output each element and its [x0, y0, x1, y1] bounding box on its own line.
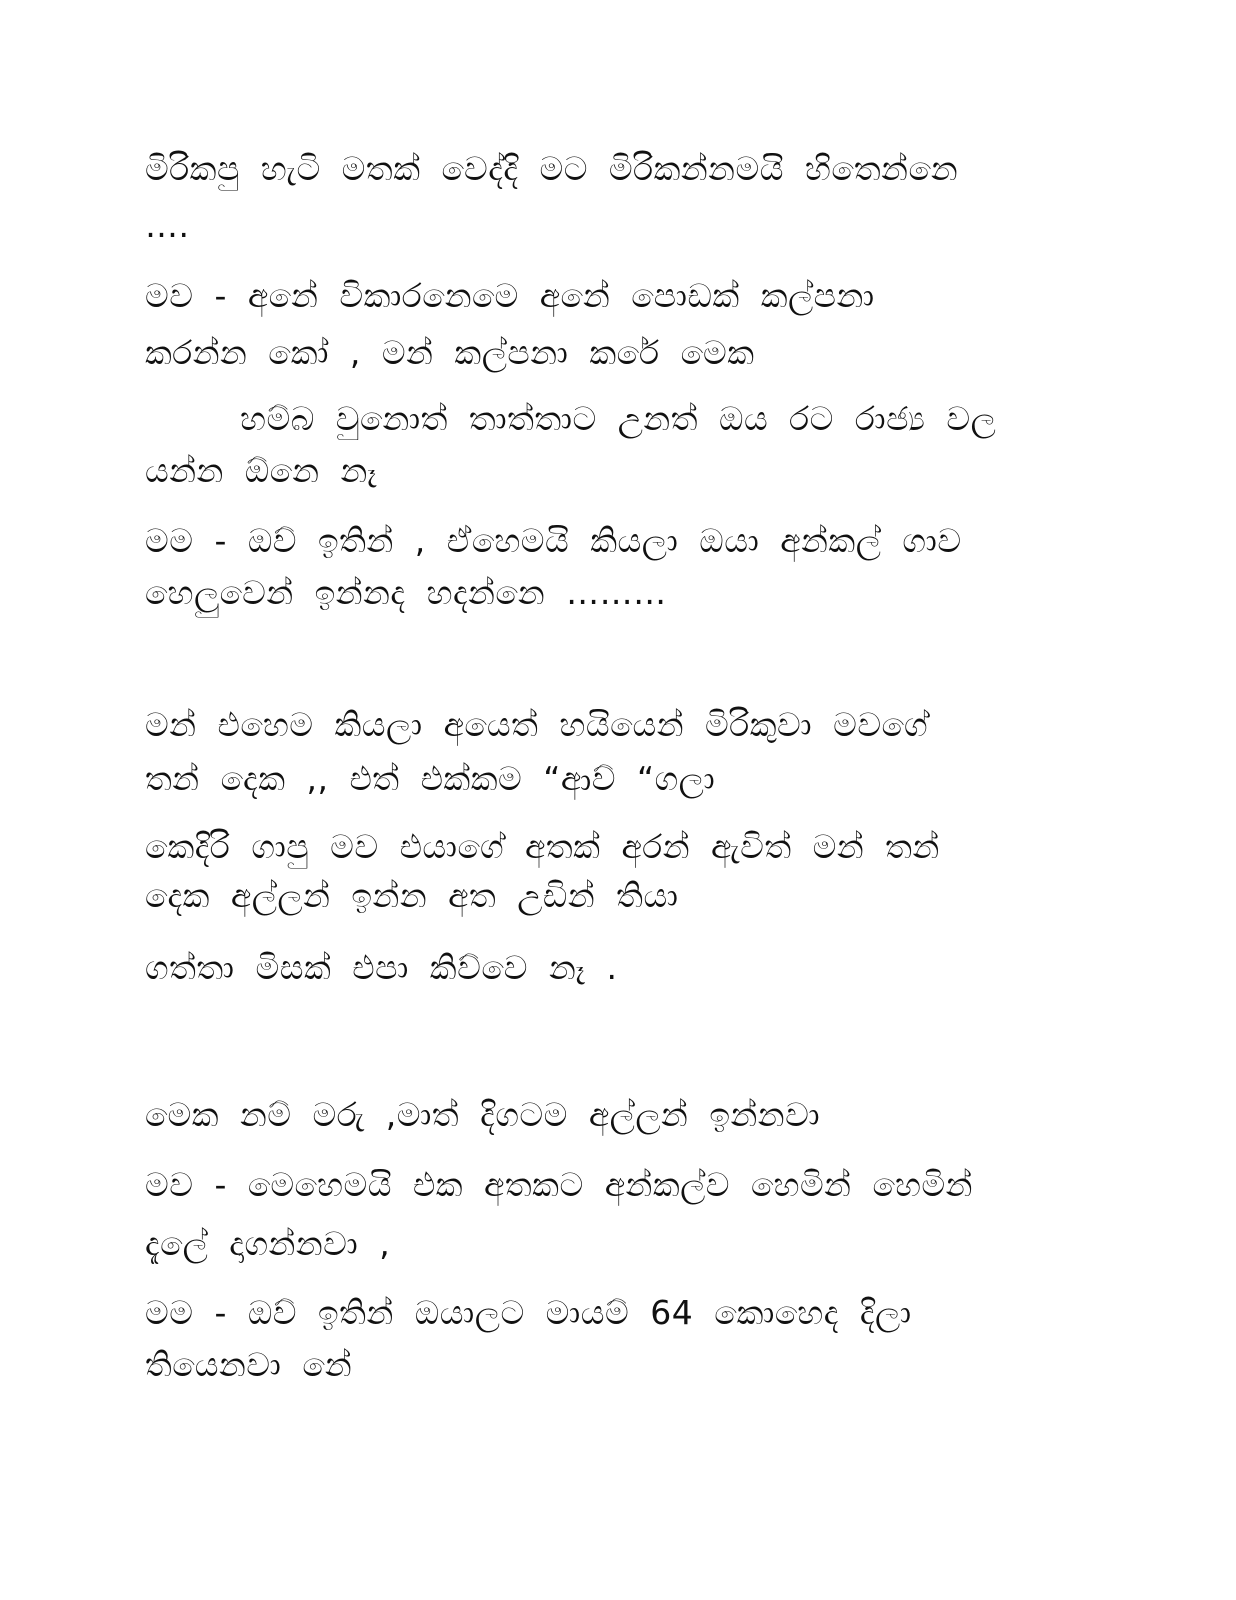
text-line: යන්න ඕනෙ නෑ — [145, 451, 378, 490]
text-line: කරන්න කෝ , මන් කල්පනා කරේ මෙක — [145, 333, 755, 372]
text-line: දෙක අල්ලන් ඉන්න අත උඩින් තියා — [145, 876, 679, 915]
text-line: තියෙනවා නේ — [145, 1345, 353, 1384]
text-line: මව - අනේ විකාරනෙමෙ අනේ පොඩක් කල්පනා — [145, 276, 875, 315]
text-line: ගත්තා මිසක් එපා කිව්වෙ නෑ . — [145, 948, 618, 987]
text-line: කෙදිරි ගාපු මව එයාගේ අතක් අරන් ඇවිත් මන් තන් — [145, 827, 940, 866]
text-line: තන් දෙක ,, එත් එක්කම “ආව් “ගලා — [145, 759, 716, 798]
text-line: මන් එහෙම කියලා අයෙත් හයියෙන් මිරිකුවා මවගේ — [145, 705, 929, 744]
text-line: මව - මෙහෙමයි එක අතකට අන්කල්ව හෙමින් හෙමින් — [145, 1165, 973, 1204]
text-line: මම - ඔව් ඉතින් , ඒහෙමයි කියලා ඔයා අන්කල් ගාව — [145, 521, 962, 560]
text-line: මෙක නම් මරු ,මාත් දිගටම අල්ලන් ඉන්නවා — [145, 1095, 821, 1134]
text-line: හෙලුවෙන් ඉන්නද හදන්නෙ ……… — [145, 573, 667, 612]
text-line: දැලේ දාගන්නවා , — [145, 1224, 391, 1263]
text-line: මම - ඔව් ඉතින් ඔයාලට මායම් 64 කොහෙද දිලා — [145, 1293, 912, 1332]
text-line: මිරිකපු හැටි මතක් වෙද්දි මට මිරිකන්නමයි හිතෙන්නෙ — [145, 149, 959, 188]
text-line: …. — [145, 206, 190, 245]
text-line: හම්බ වුනොත් තාත්තාට උනත් ඔය රට රාජ්‍ය වල — [240, 399, 997, 438]
